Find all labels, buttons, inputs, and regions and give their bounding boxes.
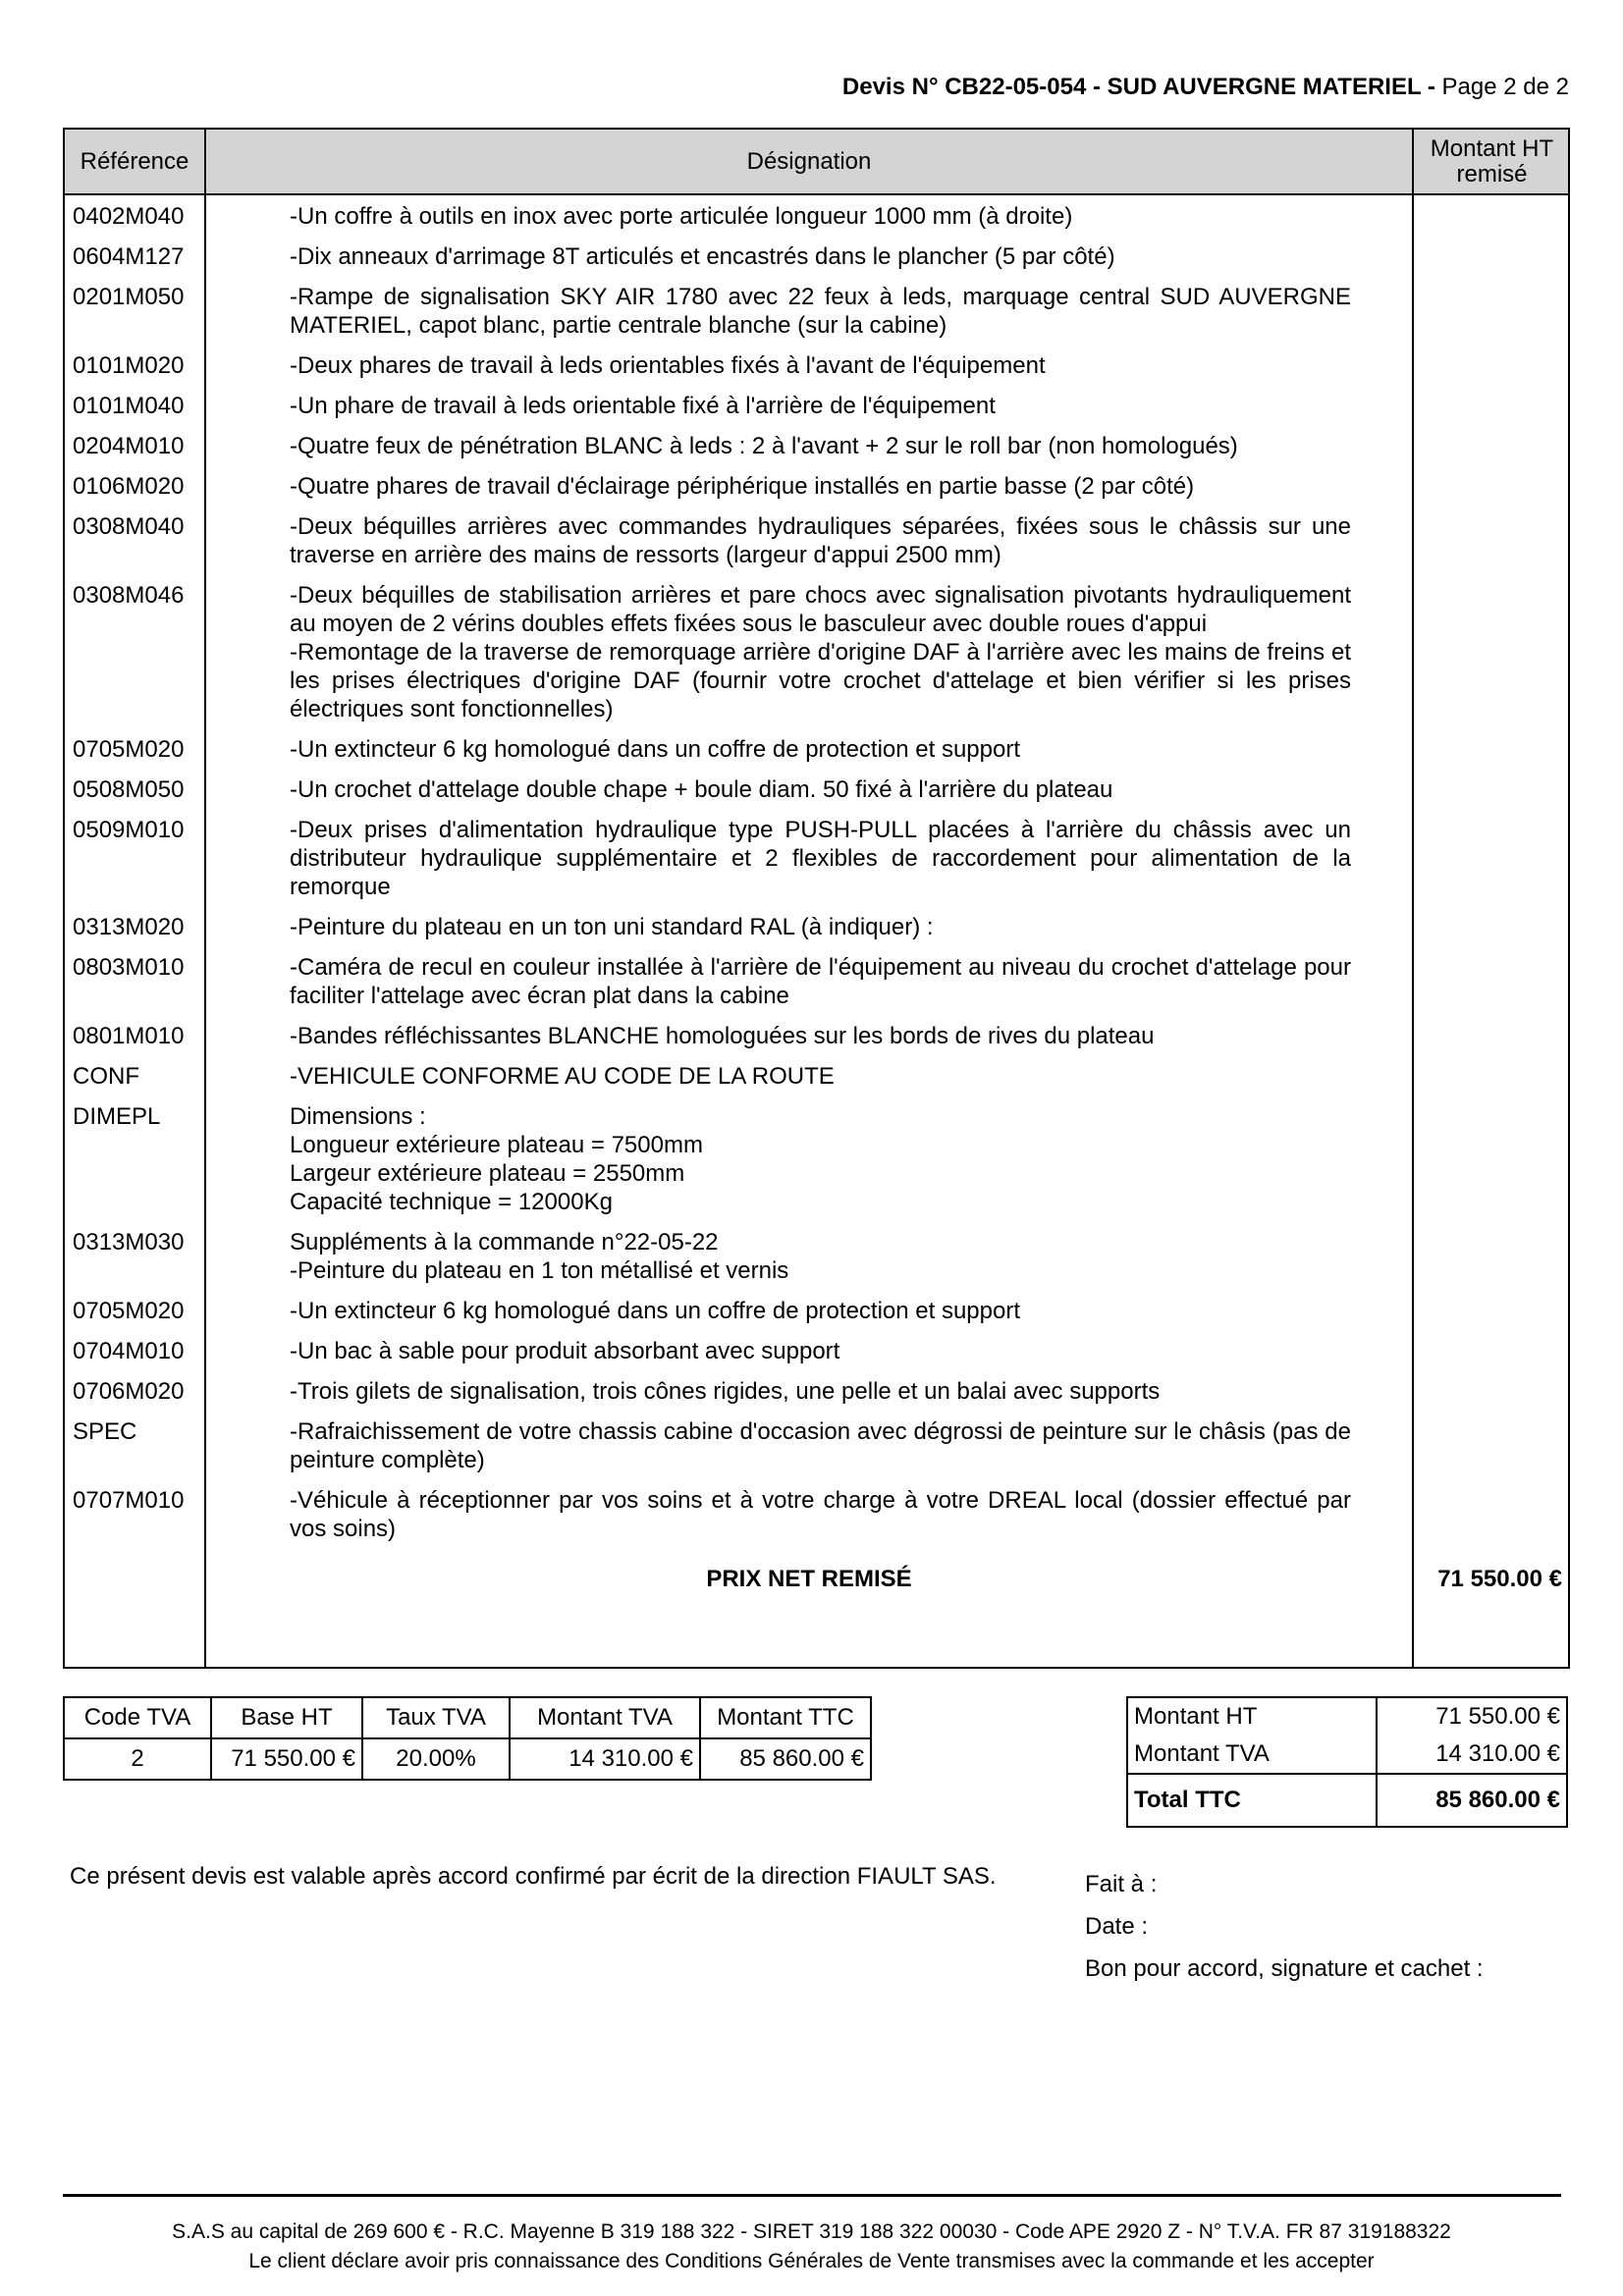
table-row	[65, 1293, 1572, 1333]
table-row	[65, 909, 1572, 949]
row-designation	[204, 428, 1412, 468]
table-row	[65, 239, 1572, 279]
table-row	[65, 1018, 1572, 1058]
signature-label: Bon pour accord, signature et cachet :	[1085, 1955, 1484, 1982]
table-row	[65, 1414, 1572, 1482]
row-designation	[204, 577, 1412, 731]
row-reference: 0704M010	[73, 1338, 185, 1364]
quote-table	[63, 128, 1570, 1669]
row-designation	[204, 279, 1412, 347]
vat-table	[63, 1696, 872, 1781]
table-row	[65, 428, 1572, 468]
row-reference: 0402M040	[73, 203, 185, 230]
vat-col-base: Base HT	[211, 1697, 362, 1738]
fait-a-label: Fait à :	[1085, 1871, 1158, 1897]
table-row	[65, 949, 1572, 1018]
row-reference: 0106M020	[73, 473, 185, 500]
row-designation-text: -Un coffre à outils en inox avec porte articulée longueur 1000 mm (à droite)	[290, 203, 1073, 230]
table-row	[65, 772, 1572, 812]
row-reference: 0313M020	[73, 914, 185, 940]
row-designation	[204, 909, 1412, 949]
devis-title: Devis N° CB22-05-054 - SUD AUVERGNE MATERIEL -	[841, 74, 1435, 100]
row-designation-text: -Deux phares de travail à leds orientables fixés à l'avant de l'équipement	[290, 352, 1046, 379]
row-designation-text: Suppléments à la commande n°22-05-22 -Peinture du plateau en 1 ton métallisé et vernis	[290, 1229, 789, 1284]
row-designation-text: -Deux béquilles arrières avec commandes hydrauliques séparées, fixées sous le châssis sur une traverse en arrière des mains de ressorts (largeur d'appui 2500 mm)	[290, 513, 1351, 568]
row-reference: 0204M010	[73, 433, 185, 459]
table-row	[65, 1098, 1572, 1224]
total-row	[65, 1566, 1572, 1595]
row-designation	[204, 508, 1412, 577]
footer	[0, 2217, 1623, 2276]
table-row	[65, 1482, 1572, 1551]
footer-divider	[63, 2194, 1561, 2197]
table-row	[65, 468, 1572, 508]
row-designation-text: -Dix anneaux d'arrimage 8T articulés et encastrés dans le plancher (5 par côté)	[290, 243, 1115, 270]
row-reference: SPEC	[73, 1418, 137, 1445]
total-value: 71 550.00 €	[1437, 1566, 1562, 1592]
row-designation	[204, 772, 1412, 812]
row-reference: 0308M046	[73, 582, 185, 609]
summary-ttc-row	[1127, 1774, 1567, 1827]
summary-tva-row	[1127, 1735, 1567, 1774]
page-number: Page 2 de 2	[1441, 74, 1569, 100]
vat-row	[64, 1738, 871, 1780]
row-designation	[204, 468, 1412, 508]
date-label: Date :	[1085, 1913, 1149, 1940]
row-designation	[204, 1018, 1412, 1058]
row-reference: 0313M030	[73, 1229, 185, 1255]
row-reference: 0508M050	[73, 776, 185, 803]
table-row	[65, 731, 1572, 772]
row-designation-text: -Un phare de travail à leds orientable fixé à l'arrière de l'équipement	[290, 393, 996, 419]
table-row	[65, 347, 1572, 388]
row-designation-text: -Rafraichissement de votre chassis cabine d'occasion avec dégrossi de peinture sur le châsis (pas de peinture complète)	[290, 1418, 1351, 1473]
row-designation-text: -Véhicule à réceptionner par vos soins et à votre charge à votre DREAL local (dossier effectué par vos soins)	[290, 1487, 1351, 1542]
row-reference: DIMEPL	[73, 1103, 161, 1130]
row-designation-text: -Trois gilets de signalisation, trois cônes rigides, une pelle et un balai avec supports	[290, 1378, 1161, 1405]
table-row	[65, 1224, 1572, 1293]
row-designation-text: -Peinture du plateau en un ton uni standard RAL (à indiquer) :	[290, 914, 934, 940]
table-body	[65, 198, 1572, 1551]
vat-col-taux: Taux TVA	[362, 1697, 510, 1738]
table-row	[65, 1333, 1572, 1373]
row-reference: 0509M010	[73, 817, 185, 843]
row-designation-text: -VEHICULE CONFORME AU CODE DE LA ROUTE	[290, 1063, 835, 1090]
row-designation	[204, 1333, 1412, 1373]
col-header-reference: Référence	[80, 147, 189, 175]
table-row	[65, 1373, 1572, 1414]
row-designation	[204, 1098, 1412, 1224]
row-designation-text: -Caméra de recul en couleur installée à l'arrière de l'équipement au niveau du crochet d'attelage pour faciliter l'attelage avec écran plat dans la cabine	[290, 954, 1351, 1009]
vat-col-code: Code TVA	[64, 1697, 211, 1738]
row-designation	[204, 1224, 1412, 1293]
footer-cgv: Le client déclare avoir pris connaissance des Conditions Générales de Vente transmises avec la commande et les accepter	[248, 2250, 1375, 2272]
summary-table	[1126, 1696, 1568, 1828]
col-header-montant: Montant HT remisé	[1430, 134, 1554, 187]
row-reference: 0803M010	[73, 954, 185, 981]
row-designation	[204, 198, 1412, 239]
summary-ht-value: 71 550.00 €	[1435, 1703, 1560, 1730]
row-designation	[204, 731, 1412, 772]
vat-code: 2	[64, 1738, 211, 1780]
row-designation-text: -Rampe de signalisation SKY AIR 1780 avec 22 feux à leds, marquage central SUD AUVERGNE MATERIEL, capot blanc, partie centrale blanche (sur la cabine)	[290, 284, 1351, 339]
row-reference: 0707M010	[73, 1487, 185, 1514]
page-header	[842, 74, 1569, 101]
row-designation-text: -Deux béquilles de stabilisation arrières et pare chocs avec signalisation pivotants hydrauliquement au moyen de 2 vérins doubles effets fixées sous le basculeur avec double roues d'appui -Remontage de la traverse de remorquage arrière d'origine DAF à l'arrière avec les mains de freins et les prises électriques d'origine DAF (fournir votre crochet d'attelage et bien vérifier si les prises électriques sont fonctionnelles)	[290, 582, 1351, 722]
row-designation-text: -Quatre feux de pénétration BLANC à leds : 2 à l'avant + 2 sur le roll bar (non homologués)	[290, 433, 1238, 459]
vat-ttc: 85 860.00 €	[700, 1738, 871, 1780]
row-designation	[204, 1293, 1412, 1333]
table-row	[65, 508, 1572, 577]
summary-tva-value: 14 310.00 €	[1435, 1740, 1560, 1767]
row-designation	[204, 812, 1412, 909]
row-reference: 0604M127	[73, 243, 185, 270]
table-header	[65, 130, 1568, 195]
row-designation-text: Dimensions : Longueur extérieure plateau = 7500mm Largeur extérieure plateau = 2550mm Capacité technique = 12000Kg	[290, 1103, 703, 1215]
col-header-designation: Désignation	[746, 147, 872, 175]
vat-col-ttc: Montant TTC	[700, 1697, 871, 1738]
row-reference: 0801M010	[73, 1023, 185, 1049]
row-reference: 0705M020	[73, 736, 185, 763]
table-row	[65, 577, 1572, 731]
row-reference: 0706M020	[73, 1378, 185, 1405]
signature-block	[1085, 1863, 1484, 1990]
summary-ttc-label: Total TTC	[1127, 1774, 1377, 1827]
vat-header-row	[64, 1697, 871, 1738]
row-reference: 0308M040	[73, 513, 185, 540]
validity-note: Ce présent devis est valable après accord confirmé par écrit de la direction FIAULT SAS.	[70, 1863, 997, 1890]
total-label: PRIX NET REMISÉ	[706, 1566, 912, 1592]
row-designation	[204, 388, 1412, 428]
footer-legal: S.A.S au capital de 269 600 € - R.C. Mayenne B 319 188 322 - SIRET 319 188 322 00030 - Code APE 2920 Z - N° T.V.A. FR 87 319188322	[172, 2220, 1451, 2243]
row-designation-text: -Un extincteur 6 kg homologué dans un coffre de protection et support	[290, 736, 1021, 763]
row-designation	[204, 239, 1412, 279]
summary-tva-label: Montant TVA	[1127, 1735, 1377, 1774]
row-designation-text: -Un bac à sable pour produit absorbant avec support	[290, 1338, 840, 1364]
row-reference: 0201M050	[73, 284, 185, 310]
row-designation-text: -Deux prises d'alimentation hydraulique type PUSH-PULL placées à l'arrière du châssis avec un distributeur hydraulique supplémentaire et 2 flexibles de raccordement pour alimentation de la remorque	[290, 817, 1351, 900]
vat-col-montant: Montant TVA	[510, 1697, 700, 1738]
summary-ttc-value: 85 860.00 €	[1377, 1774, 1567, 1827]
row-designation-text: -Un crochet d'attelage double chape + boule diam. 50 fixé à l'arrière du plateau	[290, 776, 1113, 803]
row-designation	[204, 347, 1412, 388]
row-designation-text: -Un extincteur 6 kg homologué dans un coffre de protection et support	[290, 1298, 1021, 1324]
table-row	[65, 388, 1572, 428]
vat-montant: 14 310.00 €	[510, 1738, 700, 1780]
row-designation	[204, 1058, 1412, 1098]
vat-base: 71 550.00 €	[211, 1738, 362, 1780]
row-designation	[204, 1373, 1412, 1414]
summary-ht-row	[1127, 1697, 1567, 1735]
row-designation	[204, 949, 1412, 1018]
row-designation	[204, 1482, 1412, 1551]
summary-ht-label: Montant HT	[1127, 1697, 1377, 1735]
table-row	[65, 1058, 1572, 1098]
table-row	[65, 198, 1572, 239]
row-designation-text: -Quatre phares de travail d'éclairage périphérique installés en partie basse (2 par côté)	[290, 473, 1195, 500]
table-row	[65, 279, 1572, 347]
row-designation-text: -Bandes réfléchissantes BLANCHE homologuées sur les bords de rives du plateau	[290, 1023, 1155, 1049]
row-reference: 0101M040	[73, 393, 185, 419]
table-row	[65, 812, 1572, 909]
row-reference: 0705M020	[73, 1298, 185, 1324]
row-designation	[204, 1414, 1412, 1482]
vat-taux: 20.00%	[362, 1738, 510, 1780]
row-reference: 0101M020	[73, 352, 185, 379]
row-reference: CONF	[73, 1063, 139, 1090]
